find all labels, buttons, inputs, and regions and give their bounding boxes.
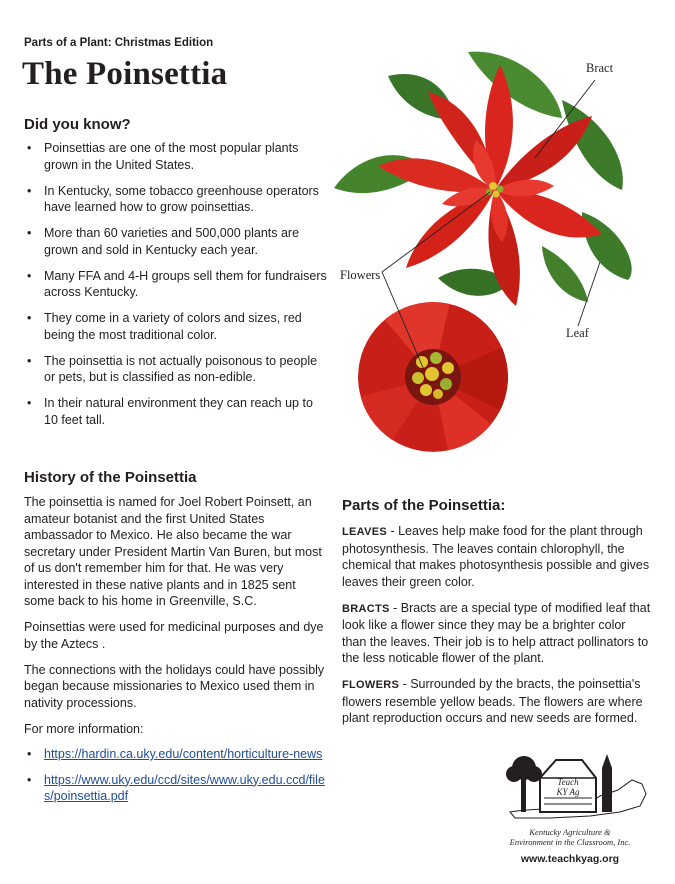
fact-item: • More than 60 varieties and 500,000 plants are grown and sold in Kentucky each year. xyxy=(24,225,329,258)
bract-label: Bract xyxy=(586,61,614,75)
parts-heading: Parts of the Poinsettia: xyxy=(342,497,506,514)
links-list xyxy=(24,746,329,814)
history-paragraph: Poinsettias were used for medicinal purposes and dye by the Aztecs . xyxy=(24,620,324,651)
fact-item: • They come in a variety of colors and sizes, red being the most traditional color. xyxy=(24,310,329,343)
history-paragraph: The connections with the holidays could have possibly began because missionaries to Mexico used them in nativity processions. xyxy=(24,662,325,710)
history-text xyxy=(24,494,329,747)
facts-list xyxy=(24,140,329,438)
fact-item: • Poinsettias are one of the most popular plants grown in the United States. xyxy=(24,140,329,173)
part-description: - Surrounded by the bracts, the poinsettia's flowers resemble yellow beads. The flowers are where plant reproduction occurs and new seeds are formed. xyxy=(342,677,643,725)
fact-item: • In Kentucky, some tobacco greenhouse operators have learned how to grow poinsettias. xyxy=(24,183,329,216)
parts-text xyxy=(342,523,652,736)
website-text: www.teachkyag.org xyxy=(520,853,620,865)
link-item xyxy=(24,746,329,763)
flowers-label: Flowers xyxy=(340,268,381,282)
barn-text-teach: Teach xyxy=(557,777,579,787)
history-paragraph: The poinsettia is named for Joel Robert Poinsett, an amateur botanist and the first United States ambassador to Mexico. He also became the war secretary under President Martin Van Buren, but most of us don't remember him for that. He was very interested in these native plants and in 1825 sent some back to his home in Greenville, S.C. xyxy=(24,495,322,608)
part-description: - Leaves help make food for the plant through photosynthesis. The leaves contain chlorophyll, the chemical that makes photosynthesis possible and gives leaves their green color. xyxy=(342,524,650,589)
poinsettia-diagram xyxy=(330,40,665,485)
teach-ky-ag-logo xyxy=(490,750,650,865)
fact-item: • Many FFA and 4-H groups sell them for fundraisers across Kentucky. xyxy=(24,268,329,301)
link-item xyxy=(24,772,329,805)
organization-line-2: Environment in the Classroom, Inc. xyxy=(509,837,631,847)
part-term: LEAVES xyxy=(342,526,387,538)
barn-logo-graphic xyxy=(490,750,650,826)
kicker: Parts of a Plant: Christmas Edition xyxy=(24,37,214,49)
part-flowers xyxy=(342,676,652,727)
fact-item: • In their natural environment they can reach up to 10 feet tall. xyxy=(24,395,329,428)
part-leaves xyxy=(342,523,652,590)
fact-item: • The poinsettia is not actually poisonous to people or pets, but is classified as non-edible. xyxy=(24,353,329,386)
barn-text-kyag: KY Ag xyxy=(556,787,580,797)
page-title: The Poinsettia xyxy=(22,56,228,92)
part-description: - Bracts are a special type of modified leaf that look like a flower since they may be a brighter color than the leaves. Their job is to help attract pollinators to the less noticable flower of the plant. xyxy=(342,600,651,665)
part-term: BRACTS xyxy=(342,602,390,615)
did-you-know-heading: Did you know? xyxy=(24,116,131,133)
history-heading: History of the Poinsettia xyxy=(24,469,197,486)
part-bracts xyxy=(342,600,652,667)
more-info-label: For more information: xyxy=(24,721,144,736)
organization-name xyxy=(490,827,650,847)
part-term: FLOWERS xyxy=(342,679,400,691)
leaf-label: Leaf xyxy=(566,326,589,340)
horticulture-news-link[interactable]: https://hardin.ca.uky.edu/content/horticulture-news xyxy=(44,747,323,761)
poinsettia-pdf-link[interactable]: https://www.uky.edu/ccd/sites/www.uky.edu.ccd/files/poinsettia.pdf xyxy=(44,772,325,803)
organization-line-1: Kentucky Agriculture & xyxy=(529,827,611,837)
flower-closeup xyxy=(350,302,520,460)
